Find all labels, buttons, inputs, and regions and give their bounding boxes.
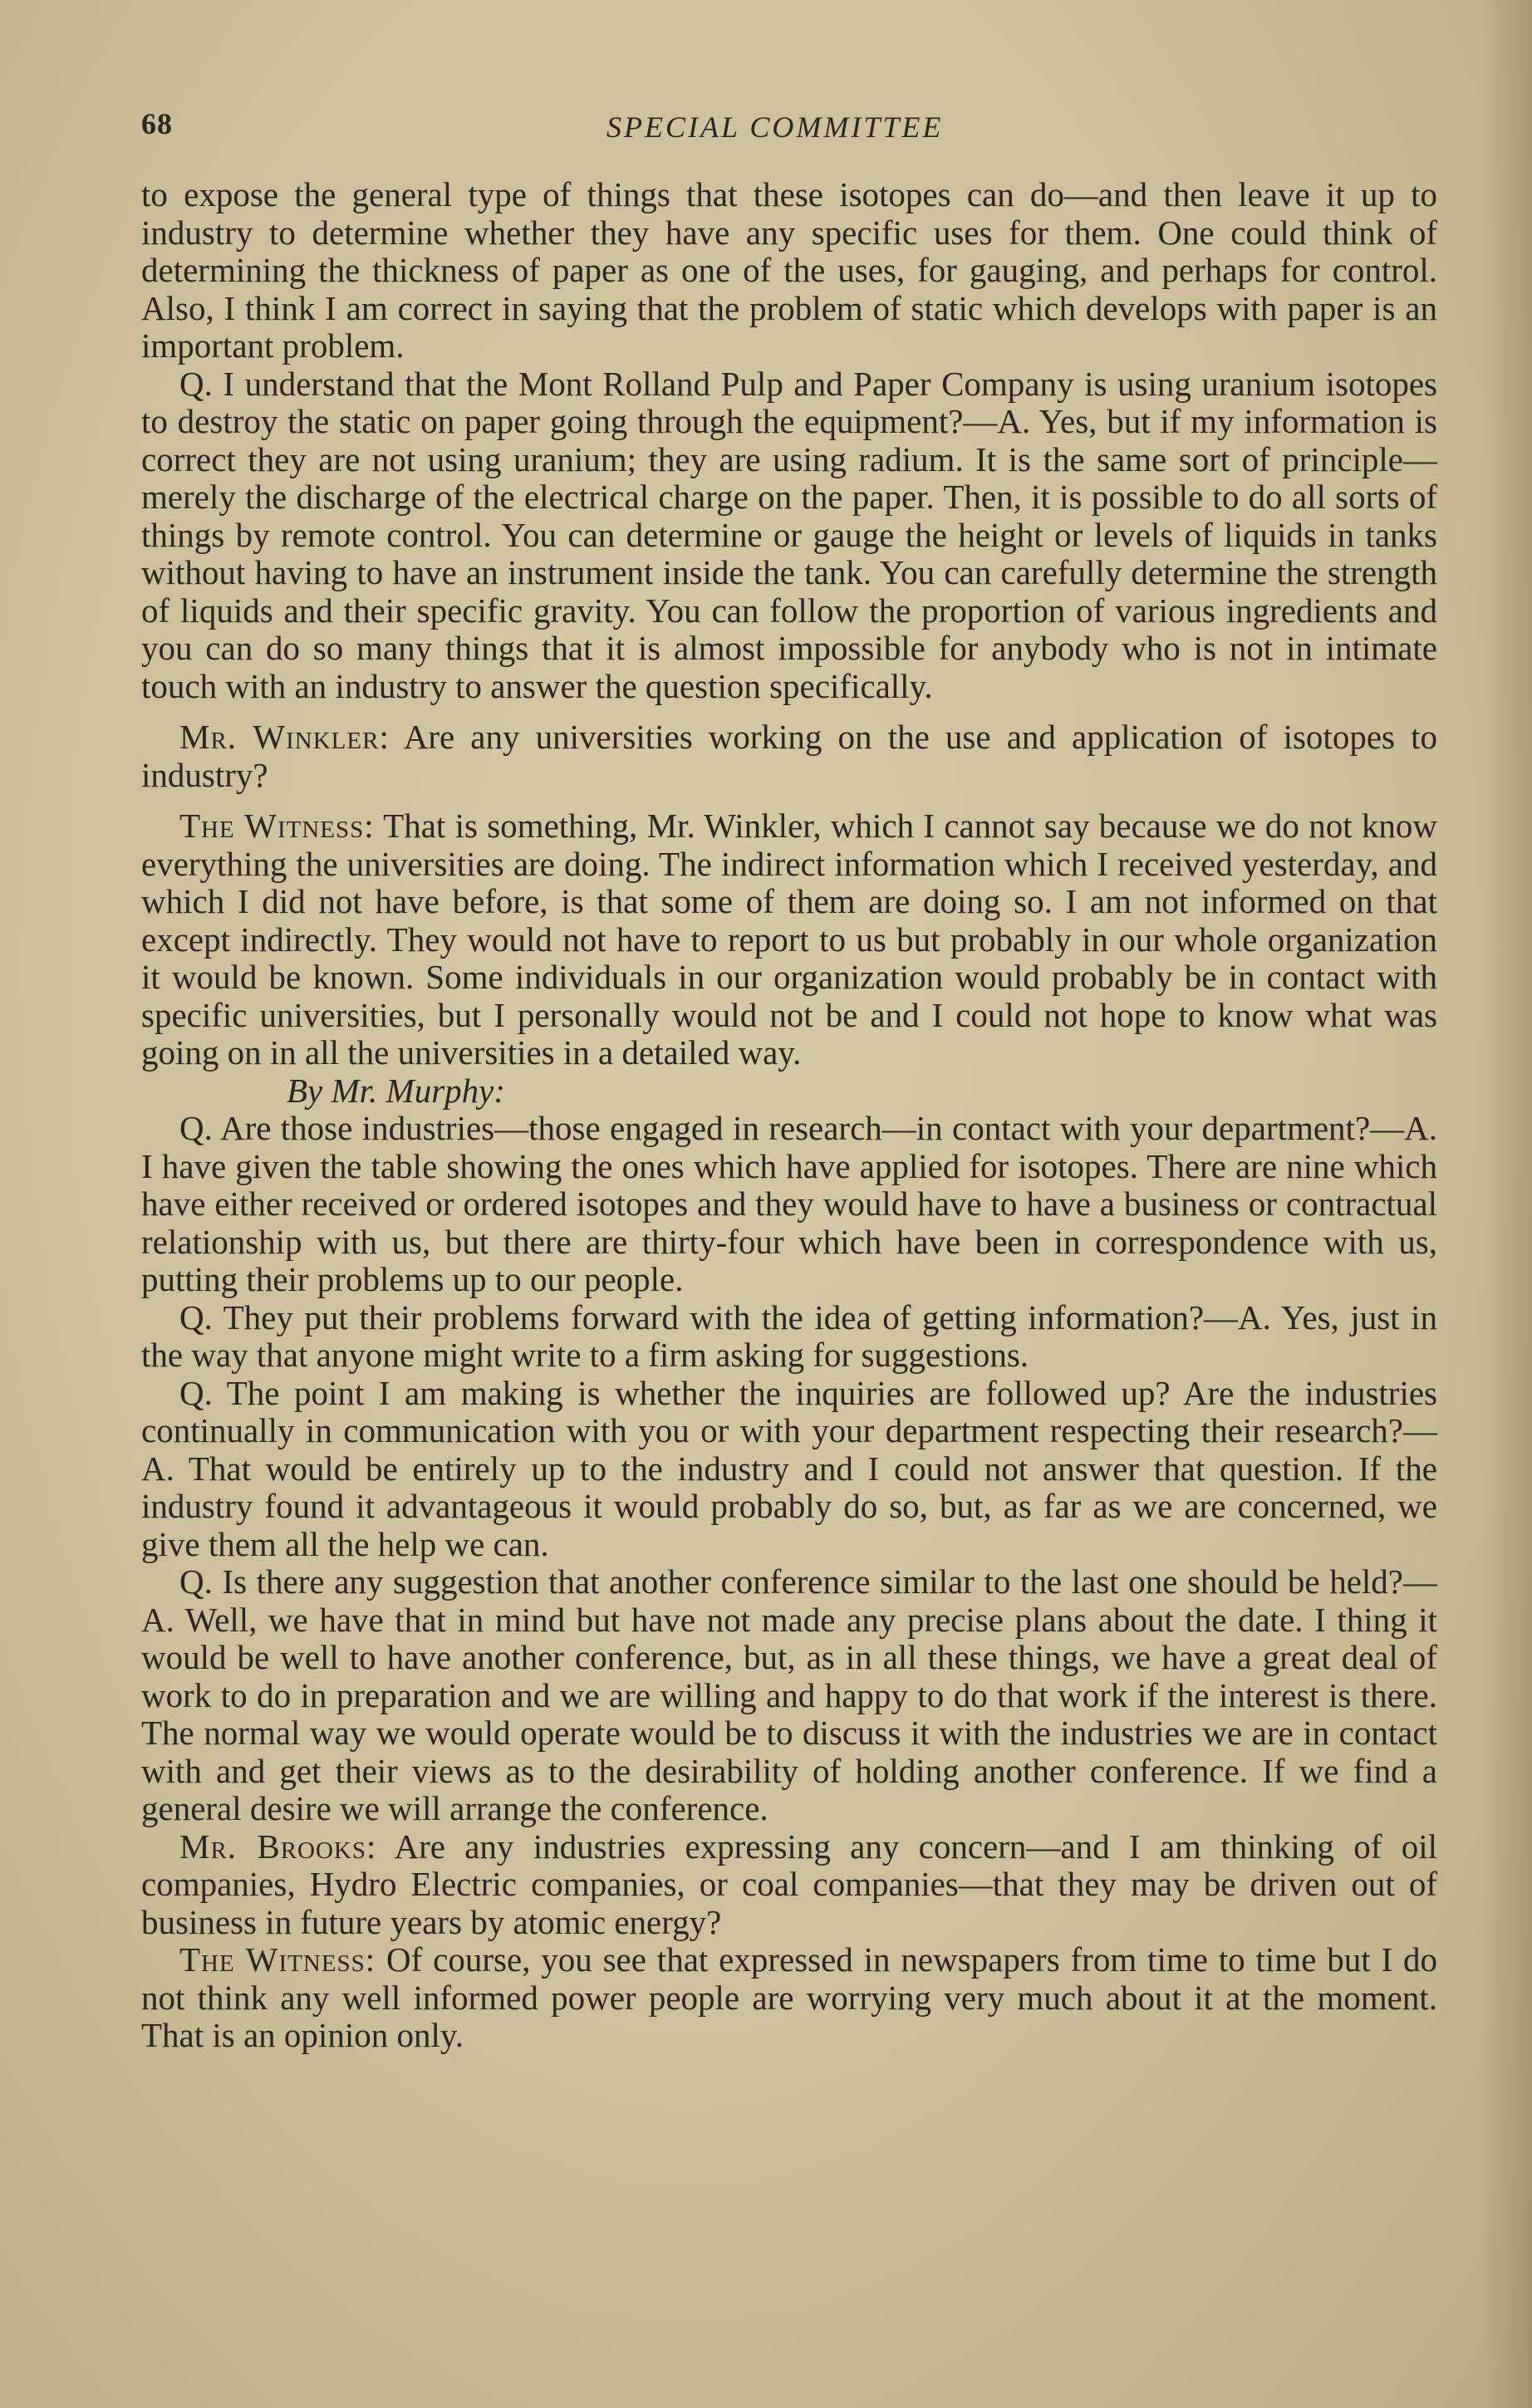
paragraph-witness-opinion (141, 1941, 1437, 2055)
running-head: SPECIAL COMMITTEE (606, 110, 944, 144)
paragraph-continuation: to expose the general type of things that these isotopes can do—and then leave it up to industry to determine whether they have any specific uses for them. One could think of determining the thickness of paper as one of the uses, for gauging, and perhaps for control. Also, I think I am correct in saying that the problem of static which develops with paper is an important problem. (141, 175, 1437, 365)
speaker-brooks: Mr. Brooks: (179, 1827, 377, 1866)
paragraph-question-mont-rolland: Q. I understand that the Mont Rolland Pulp and Paper Company is using uranium isotopes to destroy the static on paper going through the equipment?—A. Yes, but if my information is correct they are not using uranium; they are using radium. It is the same sort of principle—merely the discharge of the electrical charge on the paper. Then, it is possible to do all sorts of things by remote control. You can determine or gauge the height or levels of liquids in tanks without having to have an instrument inside the tank. You can carefully determine the strength of liquids and their specific gravity. You can follow the proportion of various ingredients and you can do so many things that it is almost impossible for anybody who is not in intimate touch with an industry to answer the question specifically. (141, 364, 1437, 705)
paragraph-question-problems-forward: Q. They put their problems forward with the idea of getting information?—A. Yes, just in the way that anyone might write to a firm asking for suggestions. (141, 1297, 1437, 1374)
paragraph-witness-universities (141, 807, 1437, 1072)
page-number: 68 (141, 107, 173, 140)
paragraph-question-inquiries-followed: Q. The point I am making is whether the inquiries are followed up? Are the industries continually in communication with you or with your department respecting their research?—A. That would be entirely up to the industry and I could not answer that question. If the industry found it advantageous it would probably do so, but, as far as we are concerned, we give them all the help we can. (141, 1373, 1437, 1563)
paragraph-brooks (141, 1828, 1437, 1942)
winkler-question-text: Are any universities working on the use and application of isotopes to industry? (141, 718, 1437, 794)
witness-opinion-text: Of course, you see that expressed in newspapers from time to time but I do not think any well informed power people are worrying very much about it at the moment. That is an opinion only. (141, 1940, 1437, 2054)
speaker-witness: The Witness: (179, 807, 375, 845)
brooks-question-text: Are any industries expressing any concern—and I am thinking of oil companies, Hydro Electric companies, or coal companies—that they may be driven out of business in future years by atomic energy? (141, 1827, 1437, 1941)
body-text (141, 176, 1437, 2055)
examiner-subhead: By Mr. Murphy: (287, 1071, 506, 1110)
paragraph-winkler (141, 718, 1437, 794)
paragraph-question-conference: Q. Is there any suggestion that another conference similar to the last one should be held?—A. Well, we have that in mind but have not made any precise plans about the date. I thing it would be well to have another conference, but, as in all these things, we have a great deal of work to do in preparation and we are willing and happy to do that work if the interest is there. The normal way we would operate would be to discuss it with the industries we are in contact with and get their views as to the desirability of holding another conference. If we find a general desire we will arrange the conference. (141, 1562, 1437, 1827)
speaker-winkler: Mr. Winkler: (179, 718, 390, 756)
paragraph-question-industries-contact: Q. Are those industries—those engaged in research—in contact with your department?—A. I have given the table showing the ones which have applied for isotopes. There are nine which have either received or ordered isotopes and they would have to have a business or contractual relationship with us, but there are thirty-four which have been in correspondence with us, putting their problems up to our people. (141, 1109, 1437, 1298)
witness-answer-text: That is something, Mr. Winkler, which I cannot say because we do not know everything the universities are doing. The indirect information which I received yesterday, and which I did not have before, is that some of them are doing so. I am not informed on that except indirectly. They would not have to report to us but probably in our whole organization it would be known. Some individuals in our organization would probably be in contact with specific universities, but I personally would not be and I could not hope to know what was going on in all the universities in a detailed way. (141, 807, 1437, 1072)
page-header (141, 106, 1437, 156)
speaker-witness-final: The Witness: (179, 1940, 376, 1979)
page-shadow-edge (1482, 0, 1532, 2408)
